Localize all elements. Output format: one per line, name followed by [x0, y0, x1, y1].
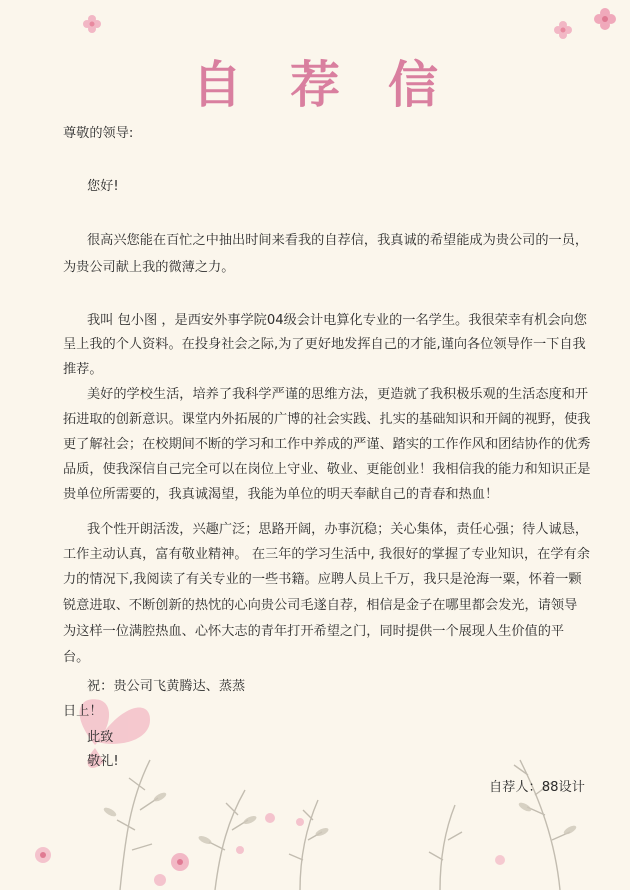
paragraph-line: 工作主动认真，富有敬业精神。 在三年的学习生活中, 我很好的掌握了专业知识，在学有余	[63, 547, 590, 562]
flower-icon	[594, 8, 616, 30]
paragraph-line: 拓进取的创新意识。课堂内外拓展的广博的社会实践、扎实的基础知识和开阔的视野，使我	[63, 412, 591, 427]
paragraph-line: 为这样一位满腔热血、心怀大志的青年打开希望之门，同时提供一个展现人生价值的平	[63, 624, 565, 639]
paragraph-line: 贵单位所需要的，我真诚渴望，我能为单位的明天奉献自己的青春和热血！	[63, 487, 499, 502]
signature: 自荐人：88设计	[489, 780, 585, 795]
paragraph-line: 力的情况下,我阅读了有关专业的一些书籍。应聘人员上千万，我只是沧海一粟，怀着一颗	[63, 572, 582, 587]
page-title: 自荐信	[192, 56, 486, 114]
flower-icon	[83, 15, 101, 33]
greeting: 您好!	[87, 179, 119, 194]
closing-line: 此致	[87, 730, 114, 745]
paragraph-line: 呈上我的个人资料。在投身社会之际,为了更好地发挥自己的才能,谨向各位领导作一下自我	[63, 337, 586, 352]
paragraph-line: 台。	[63, 650, 90, 665]
paragraph-line: 我个性开朗活泼，兴趣广泛；思路开阔，办事沉稳；关心集体，责任心强；待人诚恳，	[87, 522, 589, 537]
paragraph-line: 很高兴您能在百忙之中抽出时间来看我的自荐信，我真诚的希望能成为贵公司的一员，	[87, 233, 589, 248]
closing-line: 敬礼!	[87, 754, 119, 769]
paragraph-line: 更了解社会；在校期间不断的学习和工作中养成的严谨、踏实的工作作风和团结协作的优秀	[63, 437, 591, 452]
flower-icon	[35, 813, 505, 886]
flower-icon	[554, 21, 572, 39]
paragraph-line: 我叫 包小图 ，是西安外事学院04级会计电算化专业的一名学生。我很荣幸有机会向您	[87, 313, 587, 328]
paragraph-line: 品质，使我深信自己完全可以在岗位上守业、敬业、更能创业！我相信我的能力和知识正是	[63, 462, 591, 477]
paragraph-line: 为贵公司献上我的微薄之力。	[63, 260, 235, 275]
paragraph-line: 推荐。	[63, 362, 103, 377]
wish-continuation: 日上！	[63, 704, 103, 719]
wish-line: 祝：贵公司飞黄腾达、蒸蒸	[87, 679, 246, 694]
paragraph-line: 美好的学校生活，培养了我科学严谨的思维方法，更造就了我积极乐观的生活态度和开	[87, 387, 589, 402]
paragraph-line: 锐意进取、不断创新的热忱的心向贵公司毛遂自荐，相信是金子在哪里都会发光，请领导	[63, 598, 578, 613]
plant-branch-icon	[102, 791, 577, 846]
salutation: 尊敬的领导:	[63, 126, 134, 141]
